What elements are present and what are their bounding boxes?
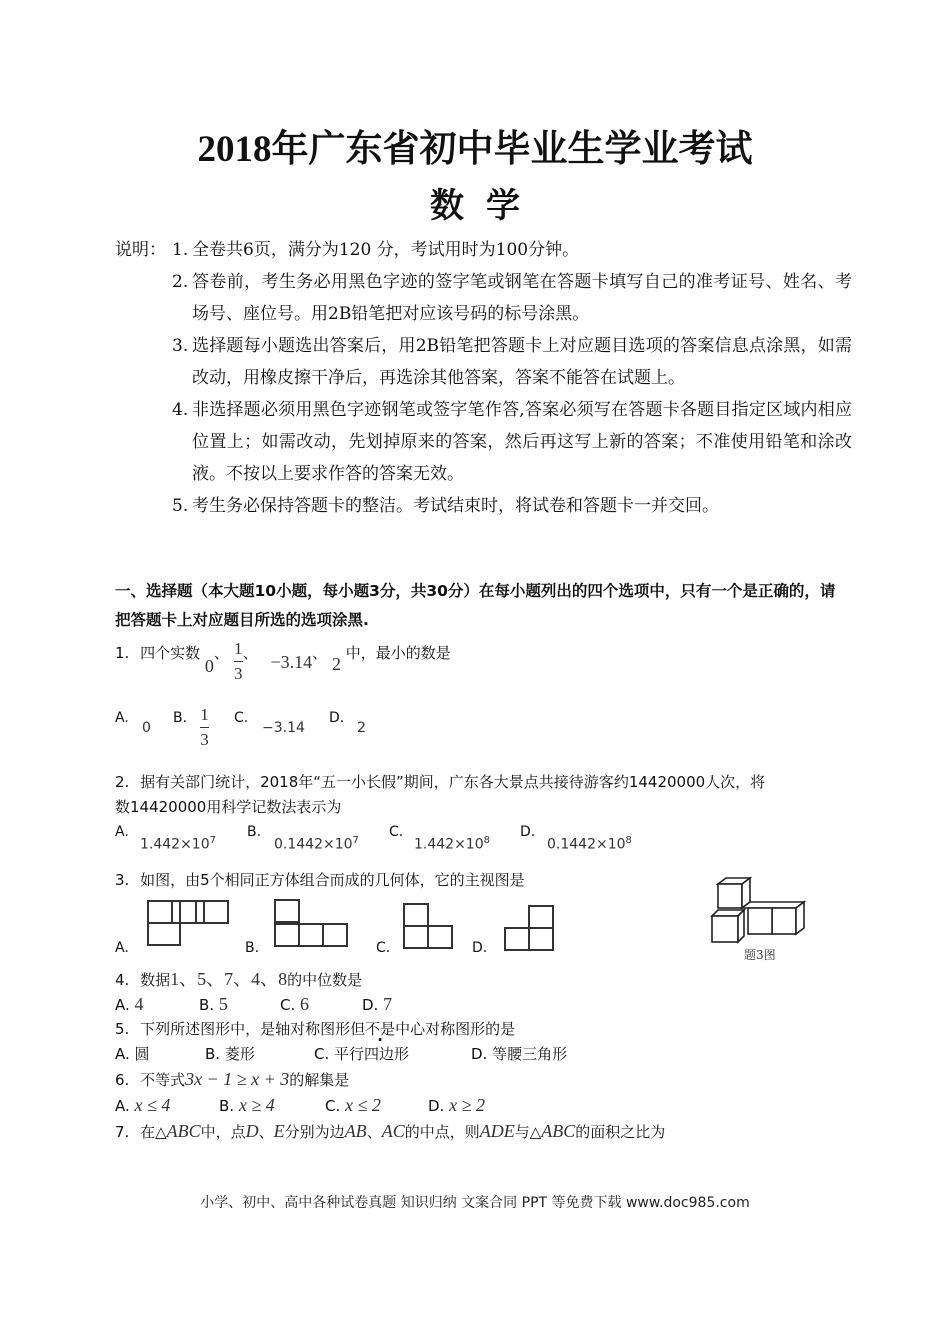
question-number: 7. <box>115 1123 130 1141</box>
option-value: 7 <box>383 994 393 1014</box>
square <box>298 923 324 947</box>
instruction-num: 2. <box>172 272 189 292</box>
question-3 <box>115 868 525 892</box>
option-a[interactable]: A. <box>115 824 129 840</box>
instruction-text: 全卷共6页，满分为120 分，考试用时为100分钟。 <box>192 240 580 260</box>
question-text: 分别为边 <box>284 1123 345 1141</box>
option-label: A. <box>115 996 130 1014</box>
square <box>147 922 181 946</box>
question-text: 的中点，则 <box>404 1123 480 1141</box>
math-value: −3.14 <box>270 652 313 672</box>
question-text: 中心对称图形的是 <box>395 1020 516 1038</box>
question-text: 据有关部门统计，2018年“五一小长假”期间，广东各大景点共接待游客约14420000人次，将 <box>140 773 766 791</box>
fraction-denominator: 3 <box>200 730 209 749</box>
square <box>504 927 530 951</box>
square <box>528 927 554 951</box>
option-a[interactable]: A. <box>115 710 129 726</box>
option-c[interactable] <box>314 1042 409 1066</box>
option-d[interactable] <box>471 1042 567 1066</box>
option-a[interactable] <box>115 1093 170 1118</box>
option-label: D. <box>471 1045 488 1063</box>
question-text: 在△ <box>140 1123 167 1141</box>
question-text: 、 <box>258 1123 274 1141</box>
math-var: ADE <box>479 1121 515 1141</box>
math-value: 0 <box>204 656 214 676</box>
fraction <box>234 640 243 683</box>
math-var: AB <box>344 1121 367 1141</box>
option-d[interactable]: D. <box>472 940 488 956</box>
math-base: 0.1442×10 <box>274 836 353 853</box>
question-3-figure <box>706 876 826 966</box>
question-number: 4. <box>115 971 130 989</box>
instruction-item-1 <box>172 234 852 266</box>
option-value: 6 <box>300 994 310 1014</box>
math-exponent: 8 <box>625 835 632 846</box>
question-text: 不等式 <box>140 1071 186 1089</box>
data-values: 1、5、7、4、8 <box>170 969 288 989</box>
instruction-item-5 <box>172 490 852 522</box>
question-5 <box>115 1017 515 1041</box>
option-b[interactable]: B. <box>245 940 260 956</box>
instruction-text: 答卷前，考生务必用黑色字迹的签字笔或钢笔在答题卡填写自己的准考证号、姓名、考场号、座位号。用2B铅笔把对应该号码的标号涂黑。 <box>192 272 852 324</box>
question-4 <box>115 967 362 992</box>
option-b[interactable]: B. <box>173 710 188 726</box>
option-label: C. <box>325 1097 341 1115</box>
question-text: 的面积之比为 <box>575 1123 666 1141</box>
fraction-denominator: 3 <box>233 664 243 683</box>
question-text: 下列所述图形中，是轴对称图形但 <box>140 1020 366 1038</box>
option-value: 菱形 <box>224 1045 255 1063</box>
option-a[interactable]: A. <box>115 940 129 956</box>
math-var: E <box>273 1121 285 1141</box>
option-c[interactable] <box>280 992 309 1017</box>
math-base: 1.442×10 <box>140 836 210 853</box>
square <box>274 923 300 947</box>
option-value: 4 <box>134 994 144 1014</box>
question-text: 数据 <box>140 971 171 989</box>
question-6 <box>115 1067 349 1092</box>
question-number: 2. <box>115 773 130 791</box>
instruction-item-2 <box>172 266 852 330</box>
question-text: 的中位数是 <box>287 971 363 989</box>
option-label: C. <box>314 1045 330 1063</box>
option-label: C. <box>280 996 296 1014</box>
math-base: 1.442×10 <box>414 836 484 853</box>
instruction-num: 1. <box>172 240 189 260</box>
instruction-text: 非选择题必须用黑色字迹钢笔或签字笔作答,答案必须写在答题卡各题目指定区域内相应位置上；如需改动，先划掉原来的答案，然后再这写上新的答案；不准使用铅笔和涂改液。不按以上要求作答的答案无效。 <box>192 400 852 484</box>
option-b[interactable] <box>199 992 228 1017</box>
separator: 、 <box>242 644 258 662</box>
option-d-value: 2 <box>357 720 366 736</box>
option-c[interactable]: C. <box>234 710 249 726</box>
option-c-value <box>414 835 490 853</box>
math-var: D <box>245 1121 259 1141</box>
fraction-numerator: 1 <box>233 639 243 658</box>
exam-title: 2018年广东省初中毕业生学业考试 <box>197 129 753 170</box>
option-label: D. <box>428 1097 445 1115</box>
inequality: 3x − 1 ≥ x + 3 <box>185 1069 290 1089</box>
question-number: 3. <box>115 871 130 889</box>
question-text: 中，最小的数是 <box>345 644 451 662</box>
math-value: 2 <box>331 654 341 674</box>
option-c[interactable]: C. <box>389 824 404 840</box>
instruction-text: 选择题每小题选出答案后，用2B铅笔把答题卡上对应题目选项的答案信息点涂黑，如需改动，用橡皮擦干净后，再选涂其他答案，答案不能答在试题上。 <box>192 336 852 388</box>
question-2-line2: 数14420000用科学记数法表示为 <box>115 798 342 816</box>
emphasized-text: 不是 <box>365 1020 396 1038</box>
option-label: B. <box>205 1045 221 1063</box>
separator: 、 <box>213 644 229 662</box>
option-c-value: −3.14 <box>262 720 305 736</box>
option-value: x ≤ 2 <box>345 1095 381 1115</box>
math-base: 0.1442×10 <box>547 836 626 853</box>
option-value: x ≥ 4 <box>238 1095 275 1115</box>
option-a-value: 0 <box>142 720 151 736</box>
option-d[interactable] <box>428 1093 485 1118</box>
question-text: 四个实数 <box>140 644 201 662</box>
square <box>195 900 229 924</box>
option-label: B. <box>219 1097 235 1115</box>
question-number: 6. <box>115 1071 130 1089</box>
math-exponent: 8 <box>483 835 490 846</box>
math-exponent: 7 <box>352 835 359 846</box>
question-number: 5. <box>115 1020 130 1038</box>
math-exponent: 7 <box>209 835 216 846</box>
footer-text: 小学、初中、高中各种试卷真题 知识归纳 文案合同 PPT 等免费下载 www.doc985.com <box>200 1195 750 1211</box>
question-text: 中，点 <box>200 1123 246 1141</box>
square <box>403 903 429 927</box>
option-value: 平行四边形 <box>334 1045 410 1063</box>
instruction-item-3 <box>172 330 852 394</box>
option-b[interactable] <box>205 1042 255 1066</box>
square <box>528 905 554 929</box>
option-b[interactable]: B. <box>247 824 262 840</box>
square <box>274 899 300 923</box>
figure-caption: 题3图 <box>744 948 776 962</box>
option-d[interactable]: D. <box>329 710 345 726</box>
option-value: 圆 <box>134 1045 150 1063</box>
option-a[interactable] <box>115 1042 150 1066</box>
option-c[interactable] <box>325 1093 381 1118</box>
option-value: x ≤ 4 <box>134 1095 171 1115</box>
cubes-figure-icon <box>706 876 826 948</box>
fraction-bar <box>234 661 243 662</box>
square <box>322 923 348 947</box>
instruction-item-4 <box>172 394 852 490</box>
question-1 <box>115 632 451 683</box>
fraction-bar <box>200 727 209 728</box>
option-a[interactable] <box>115 992 144 1017</box>
question-number: 1. <box>115 644 130 662</box>
option-label: B. <box>199 996 215 1014</box>
option-value: x ≥ 2 <box>449 1095 485 1115</box>
option-value: 等腰三角形 <box>492 1045 568 1063</box>
square <box>427 925 453 949</box>
question-text: 如图，由5个相同正方体组合而成的几何体，它的主视图是 <box>140 871 525 889</box>
instruction-num: 4. <box>172 400 189 420</box>
option-label: A. <box>115 1045 130 1063</box>
square <box>403 925 429 949</box>
option-d[interactable]: D. <box>520 824 536 840</box>
option-d-value <box>547 835 632 853</box>
option-b-value <box>200 706 209 749</box>
math-var: ABC <box>166 1121 201 1141</box>
question-text: 的解集是 <box>289 1071 350 1089</box>
option-value: 5 <box>218 994 228 1014</box>
math-var: ABC <box>541 1121 576 1141</box>
question-text: 与△ <box>514 1123 542 1141</box>
option-b-value <box>274 835 359 853</box>
question-2 <box>115 770 765 794</box>
option-d[interactable] <box>362 992 392 1017</box>
instruction-num: 3. <box>172 336 189 356</box>
math-var: AC <box>381 1121 405 1141</box>
fraction <box>200 706 209 749</box>
option-label: A. <box>115 1097 130 1115</box>
fraction-numerator: 1 <box>200 705 209 724</box>
instructions-label: 说明： <box>115 240 166 260</box>
separator: 、 <box>312 644 328 662</box>
question-text: 、 <box>366 1123 382 1141</box>
section-heading: 一、选择题（本大题10小题，每小题3分，共30分）在每小题列出的四个选项中，只有一个是正确的，请把答题卡上对应题目所选的选项涂黑. <box>115 582 836 629</box>
option-c[interactable]: C. <box>376 940 391 956</box>
instruction-text: 考生务必保持答题卡的整洁。考试结束时，将试卷和答题卡一并交回。 <box>192 496 719 516</box>
option-label: D. <box>362 996 379 1014</box>
question-7 <box>115 1119 665 1144</box>
option-b[interactable] <box>219 1093 275 1118</box>
option-a-value <box>140 835 216 853</box>
instruction-num: 5. <box>172 496 189 516</box>
exam-subject: 数学 <box>430 188 542 225</box>
